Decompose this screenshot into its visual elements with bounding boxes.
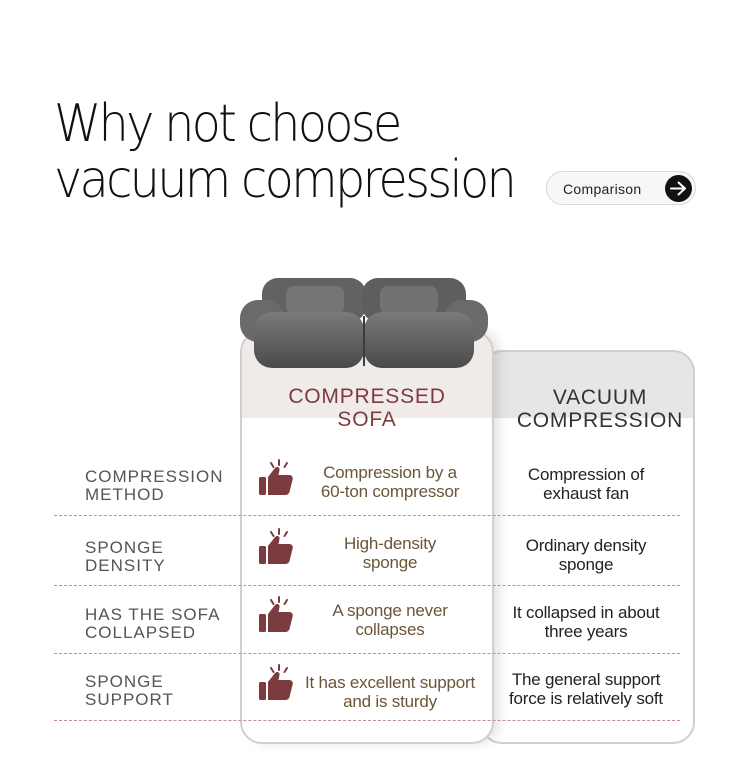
title-line-2: vacuum compression [54,150,515,210]
value-line: A sponge never [332,601,448,620]
arrow-right-icon [665,175,692,202]
thumbs-up-icon [258,528,294,566]
value-line: and is sturdy [343,692,437,711]
vacuum-header-line-2: COMPRESSION [516,409,684,432]
value-line: collapses [355,620,425,639]
row-divider [54,515,680,516]
value-line: Ordinary density [525,536,647,555]
value-line: force is relatively soft [509,689,663,708]
value-line: The general support [511,670,661,689]
comparison-button-label: Comparison [563,181,642,197]
sofa-image [238,276,490,374]
row-label-compression-method [85,468,224,504]
row-label-line: SUPPORT [85,690,174,709]
page-title [54,96,514,208]
compressed-value [296,534,484,572]
row-label-line: SPONGE [85,672,164,691]
row-label-line: METHOD [85,485,165,504]
row-label-sponge-density [85,539,166,575]
thumbs-up-icon [258,459,294,497]
row-label-line: DENSITY [85,556,166,575]
compressed-value [296,601,484,639]
row-divider [54,585,680,586]
value-line: three years [544,622,628,641]
vacuum-value [496,465,676,503]
value-line: It collapsed in about [512,603,660,622]
vacuum-header-line-1: VACUUM [552,386,648,409]
value-line: sponge [558,555,614,574]
row-label-line: SPONGE [85,538,164,557]
thumbs-up-icon [258,664,294,702]
vacuum-compression-header [494,386,706,432]
comparison-button[interactable] [546,171,696,205]
compressed-header-line-2: SOFA [337,408,397,431]
value-line: exhaust fan [543,484,629,503]
thumbs-up-icon [258,596,294,634]
value-line: Compression of [527,465,645,484]
row-divider [54,720,680,721]
vacuum-value [496,536,676,574]
value-line: High-density [343,534,437,553]
row-label-has-collapsed [85,606,220,642]
value-line: sponge [362,553,418,572]
value-line: Compression by a [323,463,457,482]
value-line: 60-ton compressor [320,482,460,501]
vacuum-value [496,670,676,708]
compressed-sofa-header [240,385,494,431]
compressed-header-line-1: COMPRESSED [288,385,446,408]
vacuum-value [496,603,676,641]
compressed-value [296,463,484,501]
value-line: It has excellent support [304,673,476,692]
row-label-sponge-support [85,673,174,709]
row-divider [54,653,680,654]
row-label-line: COMPRESSION [85,467,224,486]
compressed-value [296,673,484,711]
row-label-line: COLLAPSED [85,623,197,642]
row-label-line: HAS THE SOFA [85,605,221,624]
title-line-1: Why not choose [54,94,400,154]
